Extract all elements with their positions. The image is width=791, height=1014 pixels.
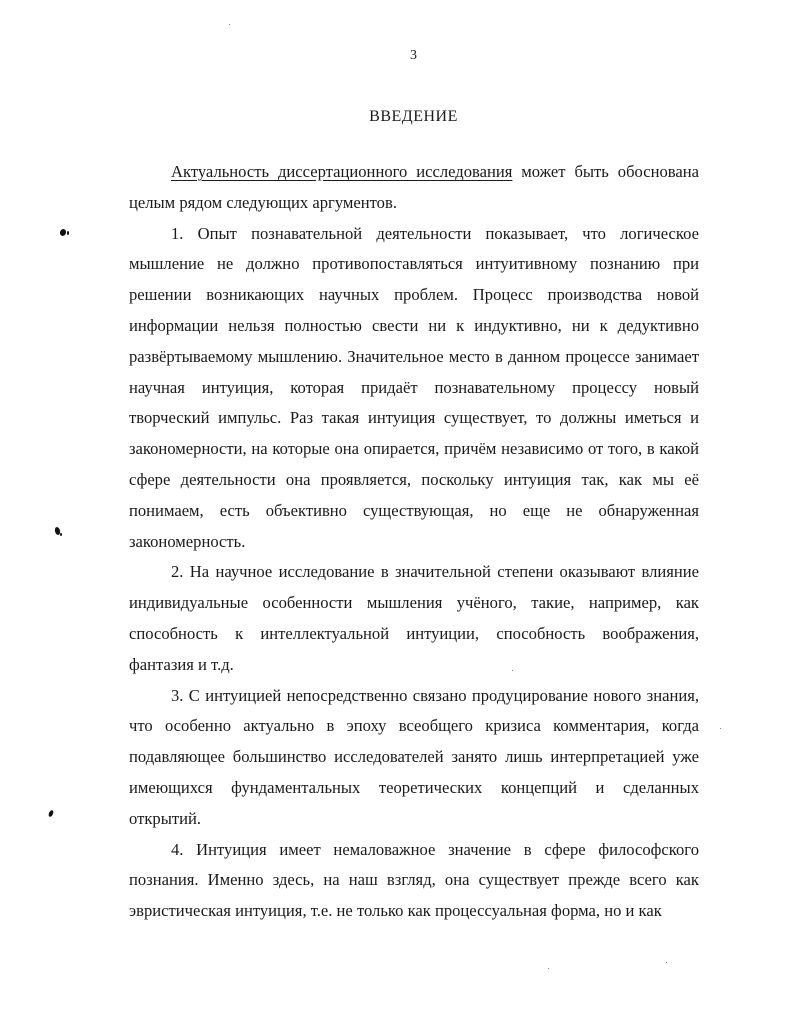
paragraph-1: 1. Опыт познавательной деятельности показывает, что логическое мышление не должно противопоставляться интуитивному познанию при решении возникающих научных проблем. Процесс производства новой информации нельзя полностью свести ни к индуктивно, ни к дедуктивно развёртываемому мышлению. Значительное место в данном процессе занимает научная интуиция, которая придаёт познавательному процессу новый творческий импульс. Раз такая интуиция существует, то должны иметься и закономерности, на которые она опирается, причём независимо от того, в какой сфере деятельности она проявляется, поскольку интуиция так, как мы её понимаем, есть объективно существующая, но еще не обнаруженная закономерность. [129, 223, 699, 551]
relevance-underlined-phrase: Актуальность диссертационного исследования [171, 162, 513, 181]
section-heading: ВВЕДЕНИЕ [369, 108, 458, 125]
paragraph-2: 2. На научное исследование в значительной степени оказывают влияние индивидуальные особенности мышления учёного, такие, например, как способность к интеллектуальной интуиции, способность воображения, фантазия и т.д. [129, 562, 699, 674]
scan-mark-middle-fleck [60, 533, 62, 536]
scan-speck [229, 24, 230, 25]
body-text [129, 157, 699, 927]
scan-mark-top-fleck [67, 231, 69, 235]
scan-mark-top [59, 228, 67, 237]
page-number: 3 [410, 48, 417, 63]
scan-speck [666, 962, 667, 963]
paragraph-4: 4. Интуиция имеет немаловажное значение в сфере философского познания. Именно здесь, на наш взгляд, она существует прежде всего как эвристическая интуиция, т.е. не только как процессуальная форма, но и как [129, 839, 699, 921]
intro-rest: может быть обоснована целым рядом следующих аргументов. [129, 162, 699, 212]
paragraph-3: 3. С интуицией непосредственно связано продуцирование нового знания, что особенно актуально в эпоху всеобщего кризиса комментария, когда подавляющее большинство исследователей занято лишь интерпретацией уже имеющихся фундаментальных теоретических концепций и сделанных открытий. [129, 685, 699, 828]
scan-speck [512, 670, 513, 671]
scan-speck [548, 968, 549, 969]
scan-speck [720, 728, 721, 729]
scan-mark-bottom [48, 809, 55, 817]
intro-paragraph [129, 157, 699, 219]
